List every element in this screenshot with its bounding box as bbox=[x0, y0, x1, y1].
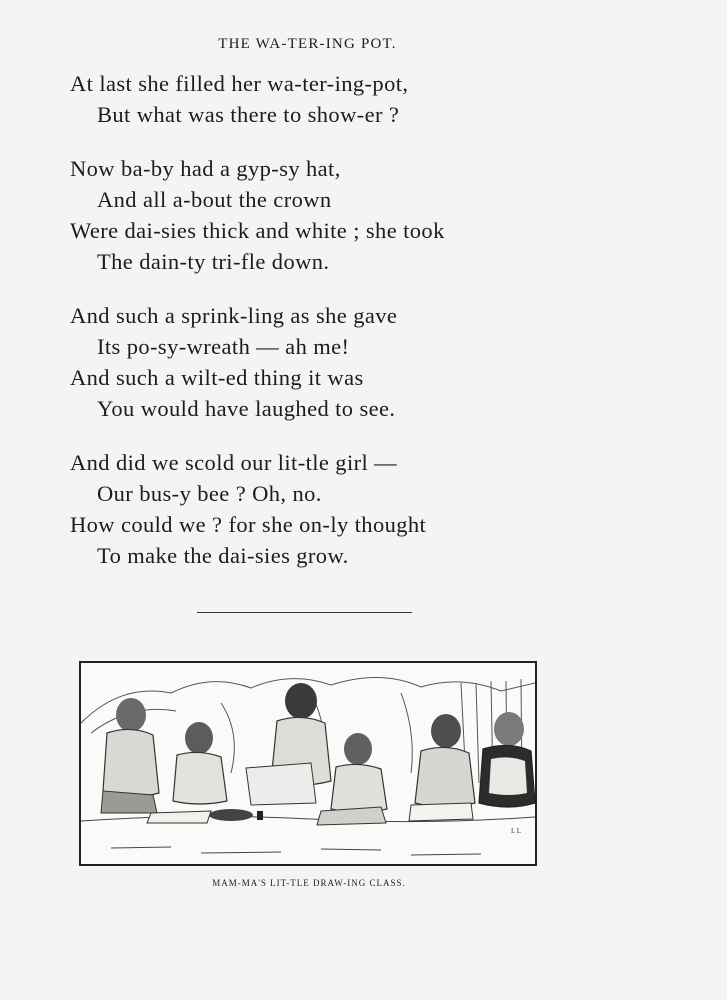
child-figure bbox=[479, 712, 535, 807]
illustration-signature: L L bbox=[510, 827, 521, 835]
child-figure bbox=[409, 714, 475, 821]
child-figure bbox=[101, 698, 159, 813]
stanza-3 bbox=[70, 300, 630, 424]
poem-line: To make the dai-sies grow. bbox=[97, 543, 349, 568]
poem-line: Now ba-by had a gyp-sy hat, bbox=[70, 156, 341, 181]
child-figure bbox=[246, 683, 331, 805]
children-drawing-scene bbox=[81, 663, 535, 864]
illustration-caption: MAM-MA'S LIT-TLE DRAW-ING CLASS. bbox=[212, 878, 406, 888]
poem-line: Its po-sy-wreath — ah me! bbox=[97, 334, 350, 359]
poem-line: How could we ? for she on-ly thought bbox=[70, 512, 427, 537]
child-figure bbox=[147, 722, 253, 823]
poem-line: And all a-bout the crown bbox=[97, 187, 332, 212]
poem-line: Were dai-sies thick and white ; she took bbox=[70, 218, 445, 243]
poem-line: You would have laughed to see. bbox=[97, 396, 396, 421]
poem-line: And such a wilt-ed thing it was bbox=[70, 365, 364, 390]
stanza-4 bbox=[70, 447, 630, 571]
poem-line: But what was there to show-er ? bbox=[97, 102, 400, 127]
ink-bottle-icon bbox=[257, 811, 263, 820]
poem-line: And did we scold our lit-tle girl — bbox=[70, 450, 398, 475]
poem-line: And such a sprink-ling as she gave bbox=[70, 303, 398, 328]
poem-line: Our bus-y bee ? Oh, no. bbox=[97, 481, 322, 506]
engraving-illustration bbox=[79, 661, 537, 866]
section-divider bbox=[197, 612, 412, 613]
poem-line: The dain-ty tri-fle down. bbox=[97, 249, 330, 274]
stanza-2 bbox=[70, 153, 630, 277]
running-head: THE WA-TER-ING POT. bbox=[218, 36, 397, 52]
poem-line: At last she filled her wa-ter-ing-pot, bbox=[70, 71, 409, 96]
poem bbox=[70, 68, 630, 594]
stanza-1 bbox=[70, 68, 630, 130]
